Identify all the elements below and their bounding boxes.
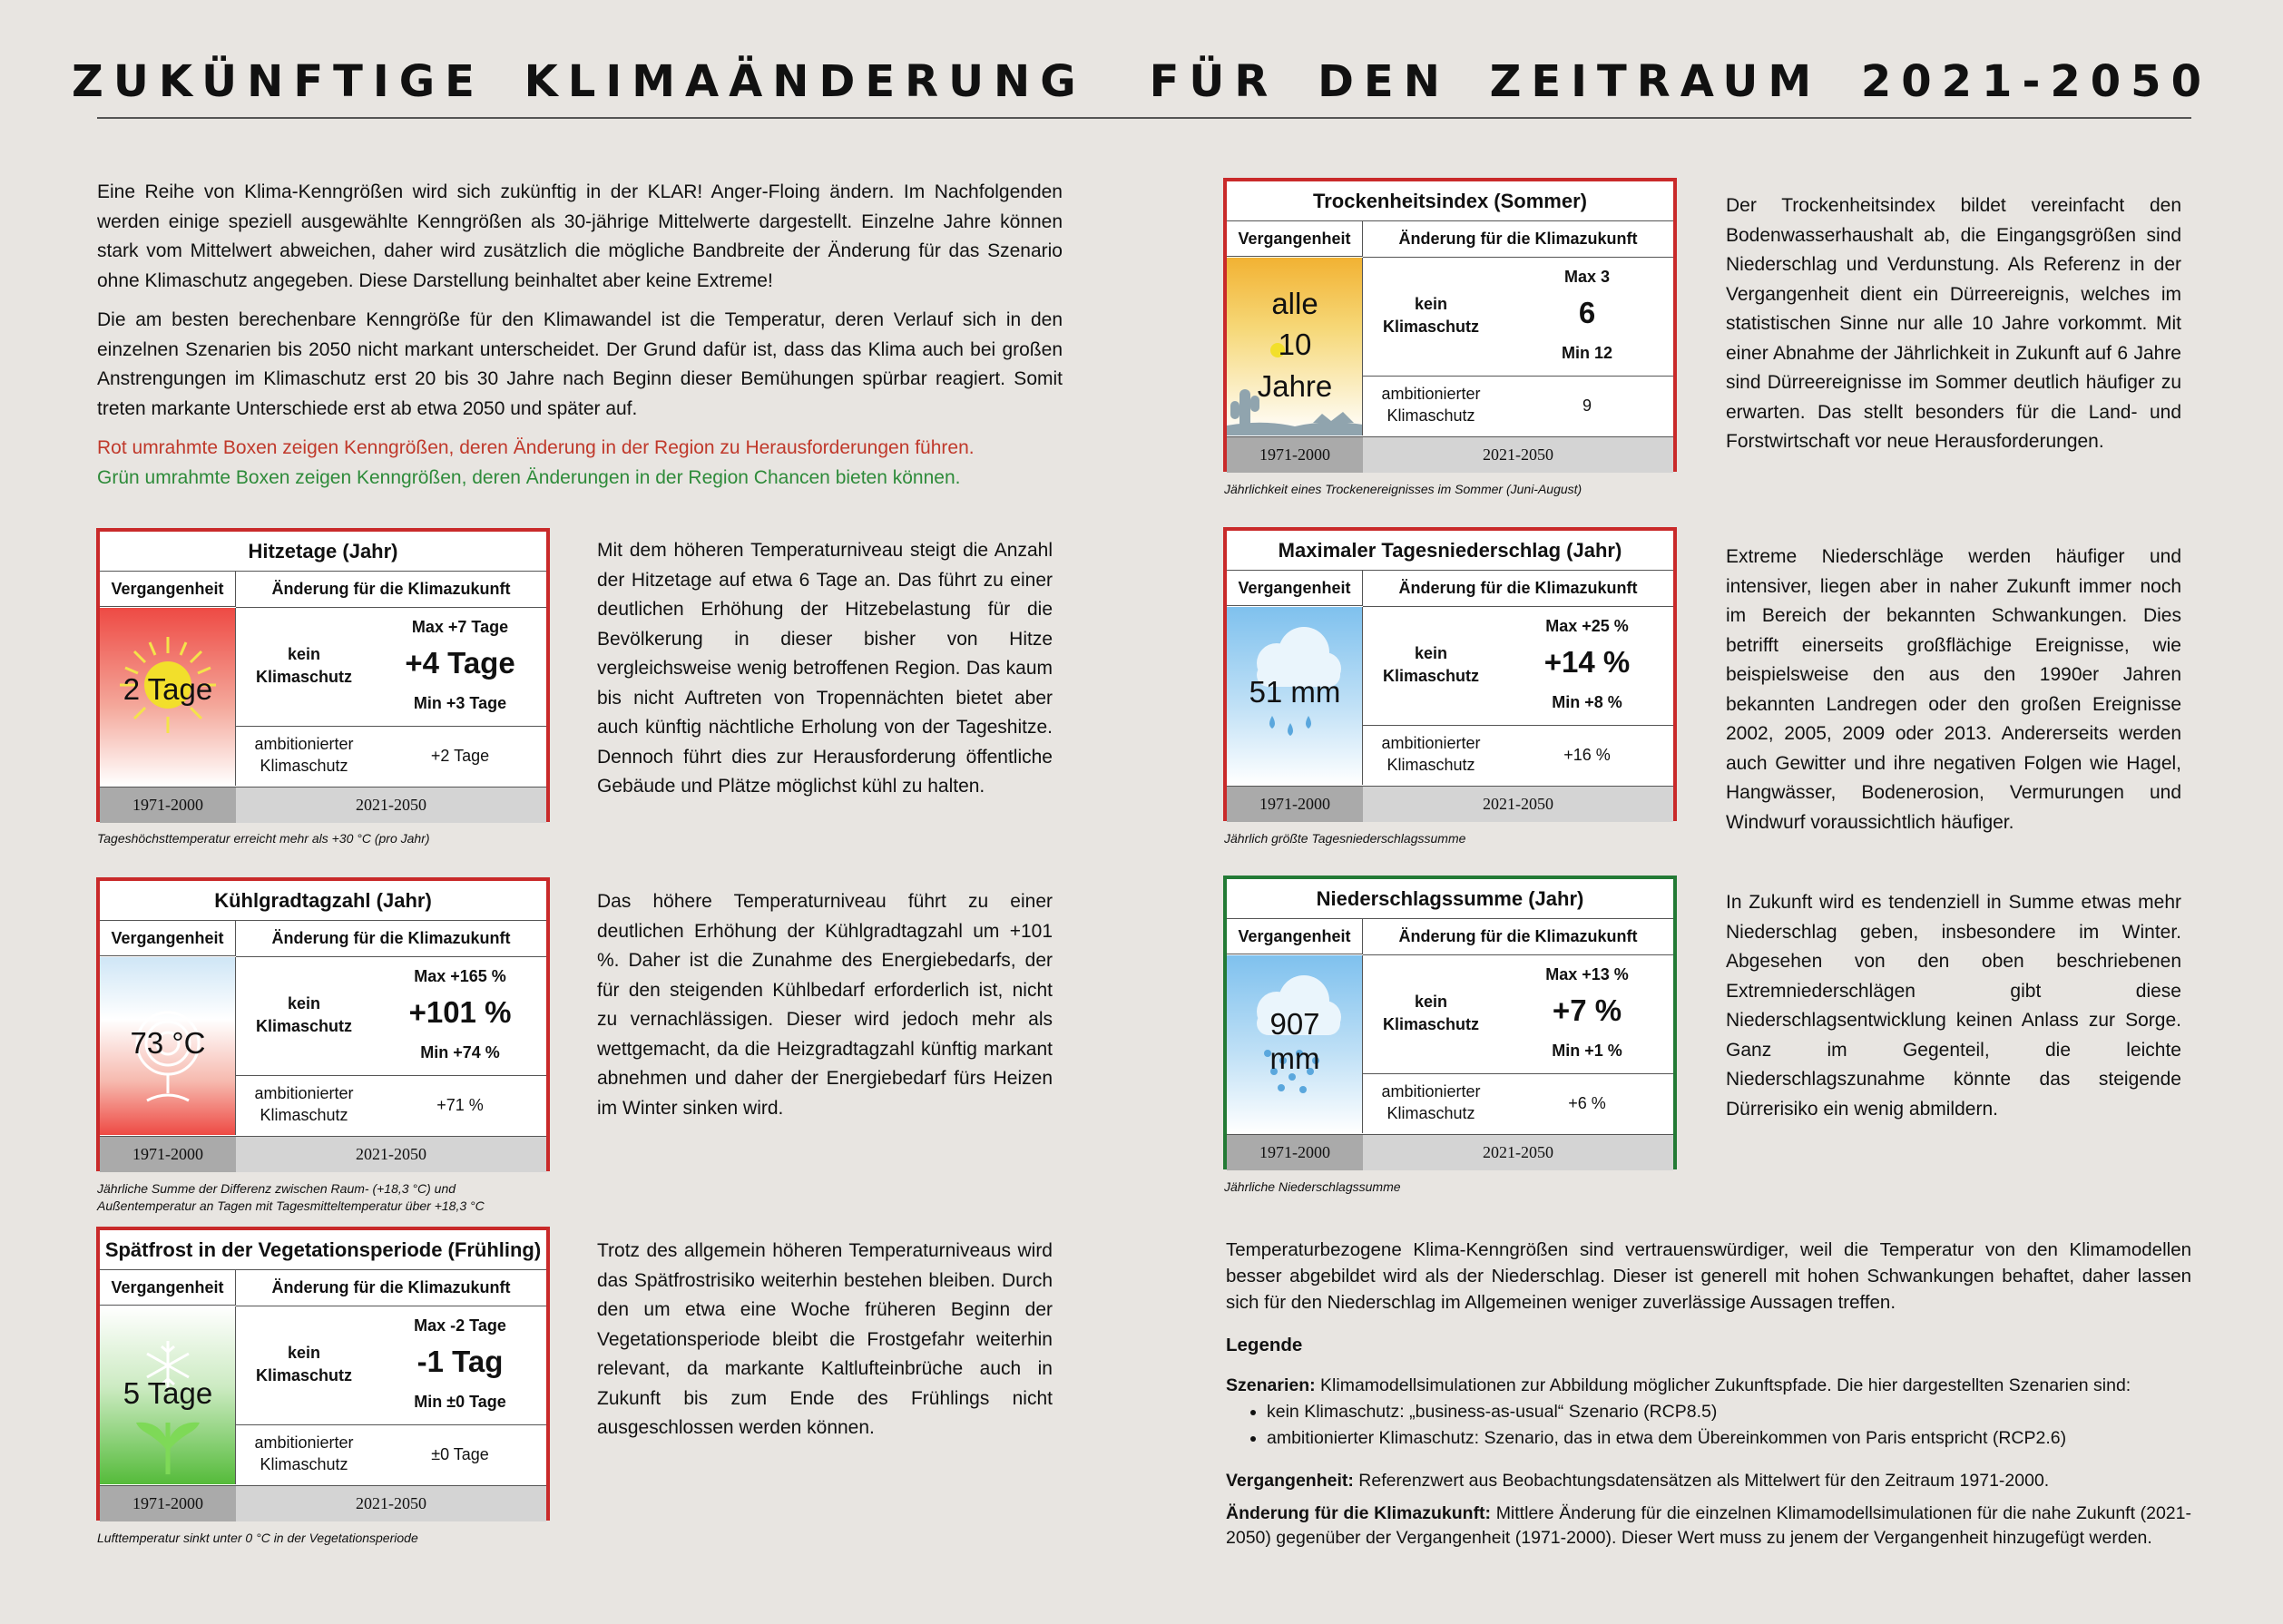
past-cell [100, 608, 236, 786]
legend-scenario-list [1267, 1399, 2191, 1452]
ambitious-row [1363, 1074, 1673, 1133]
legend-aenderung-label: Änderung für die Klimazukunft: [1226, 1503, 1492, 1523]
no-protection-row [1363, 955, 1673, 1074]
max-value: Max -2 Tage [414, 1316, 506, 1335]
ambitious-label: ambitionierter Klimaschutz [1381, 1082, 1481, 1122]
page-title [0, 56, 2283, 107]
past-header: Vergangenheit [1227, 918, 1363, 954]
future-header: Änderung für die Klimazukunft [1363, 220, 1673, 258]
legend-vergangenheit [1226, 1468, 2191, 1494]
no-protection-label: kein Klimaschutz [1382, 644, 1480, 685]
no-protection-label: kein Klimaschutz [255, 994, 353, 1035]
future-header: Änderung für die Klimazukunft [1363, 570, 1673, 607]
caption-trockenheitsindex: Jährlichkeit eines Trockenereignisses im Sommer (Juni-August) [1224, 482, 1582, 496]
intro-paragraph-1: Eine Reihe von Klima-Kenngrößen wird sich zukünftig in der KLAR! Anger-Floing ändern. Im Nachfolgenden werden einige speziell ausgewählte Kenngrößen als 30-jährige Mittelwerte dargestellt. Einzelne Jahre können stark vom Mittelwert abweichen, daher wird zusätzlich die mögliche Bandbreite der Änderung für das Szenario ohne Klimaschutz angegeben. Diese Darstellung beinhaltet aber keine Extreme! [97, 181, 1063, 291]
ambitious-value: ±0 Tage [431, 1445, 489, 1463]
period-row [100, 1485, 546, 1521]
past-header: Vergangenheit [100, 571, 236, 607]
caption-niederschlagssumme: Jährliche Niederschlagssumme [1224, 1179, 1401, 1194]
past-cell [1227, 607, 1363, 785]
min-value: Min +8 % [1552, 693, 1622, 711]
past-value: 51 mm [1249, 675, 1341, 709]
past-cell [100, 957, 236, 1135]
ambitious-row [1363, 377, 1673, 435]
legend-bullet-2: • ambitionierter Klimaschutz: Szenario, das in etwa dem Übereinkommen von Paris entspricht (RCP2.6) [1267, 1425, 2191, 1452]
past-value: 73 °C [130, 1026, 206, 1060]
card-title: Hitzetage (Jahr) [100, 532, 546, 572]
past-header: Vergangenheit [1227, 570, 1363, 606]
period-future: 2021-2050 [356, 1145, 426, 1163]
ambitious-label: ambitionierter Klimaschutz [254, 1433, 354, 1473]
ambitious-value: 9 [1582, 396, 1592, 415]
period-row [1227, 1134, 1673, 1170]
card-title: Maximaler Tagesniederschlag (Jahr) [1227, 531, 1673, 571]
ambitious-row [1363, 726, 1673, 785]
change-value: +7 % [1552, 993, 1622, 1027]
past-value-line-1: 907 [1269, 1007, 1320, 1041]
red-note: Rot umrahmte Boxen zeigen Kenngrößen, deren Änderung in der Region zu Herausforderungen führen. [97, 437, 975, 458]
past-header: Vergangenheit [100, 920, 236, 956]
period-past: 1971-2000 [100, 788, 236, 823]
caption-line-2: Außentemperatur an Tagen mit Tagesmitteltemperatur über +18,3 °C [97, 1198, 485, 1213]
past-header: Vergangenheit [1227, 220, 1363, 257]
ambitious-row [236, 1425, 546, 1484]
past-value-line-3: Jahre [1257, 369, 1333, 403]
legend-szenarien-label: Szenarien: [1226, 1375, 1316, 1395]
period-past: 1971-2000 [100, 1137, 236, 1172]
caption-kuehlgradtagzahl [97, 1180, 485, 1215]
period-row [100, 787, 546, 823]
no-protection-row [1363, 607, 1673, 726]
no-protection-label: kein Klimaschutz [255, 1344, 353, 1384]
ambitious-label: ambitionierter Klimaschutz [254, 1084, 354, 1124]
no-protection-label: kein Klimaschutz [255, 645, 353, 686]
max-value: Max +165 % [414, 967, 506, 985]
caption-hitzetage: Tageshöchsttemperatur erreicht mehr als +30 °C (pro Jahr) [97, 831, 430, 846]
intro-paragraph-2: Die am besten berechenbare Kenngröße für den Klimawandel ist die Temperatur, deren Verlauf sich in den einzelnen Szenarien bis 2050 nicht markant unterscheidet. Der Grund dafür ist, dass das Klima auch bei großen Anstrengungen im Klimaschutz erst 20 bis 30 Jahre nach Beginn dieser Bemühungen spürbar reagiert. Somit treten markante Unterschiede erst ab etwa 2050 und später auf. [97, 309, 1063, 419]
period-past: 1971-2000 [1227, 1135, 1363, 1170]
period-past: 1971-2000 [1227, 787, 1363, 822]
period-row [100, 1136, 546, 1172]
ambitious-value: +16 % [1563, 746, 1611, 764]
min-value: Min +3 Tage [413, 694, 507, 712]
card-kuehlgradtagzahl [96, 877, 550, 1171]
period-past: 1971-2000 [1227, 437, 1363, 473]
card-title: Trockenheitsindex (Sommer) [1227, 181, 1673, 221]
change-value: +14 % [1543, 645, 1631, 679]
min-value: Min +1 % [1552, 1042, 1622, 1060]
no-protection-row [236, 608, 546, 727]
title-rule [97, 117, 2191, 119]
text-trockenheitsindex: Der Trockenheitsindex bildet vereinfacht den Bodenwasserhaushalt ab, die Eingangsgrößen sind Niederschlag und Verdunstung. Als Referenz in der Vergangenheit dient ein Dürreereignis, welches im statistischen Sinne nur alle 10 Jahre vorkommt. Mit einer Abnahme der Jährlichkeit in Zukunft auf 6 Jahre sind Dürreereignisse im Sommer deutlich häufiger zu erwarten. Das stellt besonders für die Land- und Forstwirtschaft vor neue Herausforderungen. [1726, 195, 2181, 452]
caption-line-1: Jährliche Summe der Differenz zwischen Raum- (+18,3 °C) und [97, 1181, 456, 1196]
past-header: Vergangenheit [100, 1269, 236, 1306]
legend-heading: Legende [1226, 1335, 1303, 1355]
intro-text [97, 178, 1063, 493]
text-hitzetage: Mit dem höheren Temperaturniveau steigt die Anzahl der Hitzetage auf etwa 6 Tage an. Das führt zu einer deutlichen Erhöhung der Hitzebelastung für die Bevölkerung in dieser bisher von Hitze vergleichsweise wenig betroffenen Region. Das kaum bis nicht Auftreten von Tropennächten bietet aber auch künftig nächtliche Erholung von der Tageshitze. Dennoch führt dies zur Herausforderung öffentliche Gebäude und Plätze möglichst kühl zu halten. [597, 540, 1053, 797]
past-value: 5 Tage [122, 1376, 213, 1410]
no-protection-label: kein Klimaschutz [1382, 993, 1480, 1033]
past-cell [1227, 955, 1363, 1133]
legend-aenderung [1226, 1502, 2191, 1551]
min-value: Min 12 [1561, 344, 1612, 362]
past-cell [1227, 258, 1363, 435]
past-value: 2 Tage [122, 672, 213, 706]
green-note: Grün umrahmte Boxen zeigen Kenngrößen, deren Änderungen in der Region Chancen bieten können. [97, 466, 961, 488]
ambitious-value: +2 Tage [430, 747, 490, 765]
ambitious-row [236, 1076, 546, 1135]
caption-spaetfrost: Lufttemperatur sinkt unter 0 °C in der Vegetationsperiode [97, 1531, 418, 1545]
text-spaetfrost: Trotz des allgemein höheren Temperaturniveaus wird das Spätfrostrisiko weiterhin bestehen bleiben. Durch den um etwa eine Woche früheren Beginn der Vegetationsperiode bleibt die Frostgefahr weiterhin relevant, da markante Kaltlufteinbrüche auch in Zukunft bis zum Ende des Frühlings nicht ausgeschlossen werden können. [597, 1240, 1053, 1438]
legend-vergangenheit-label: Vergangenheit: [1226, 1471, 1354, 1491]
ambitious-label: ambitionierter Klimaschutz [1381, 385, 1481, 425]
ambitious-label: ambitionierter Klimaschutz [1381, 734, 1481, 774]
caption-max-tagesniederschlag: Jährlich größte Tagesniederschlagssumme [1224, 831, 1466, 846]
max-value: Max +25 % [1545, 617, 1629, 635]
ambitious-value: +71 % [436, 1096, 484, 1114]
past-value-line-2: mm [1269, 1042, 1320, 1075]
past-value-line-1: alle [1271, 287, 1318, 320]
no-protection-label: kein Klimaschutz [1382, 295, 1480, 336]
period-future: 2021-2050 [1483, 1143, 1553, 1161]
title-part-1: ZUKÜNFTIGE KLIMAÄNDERUNG [72, 56, 1086, 107]
change-value: 6 [1578, 296, 1596, 329]
card-title: Kühlgradtagzahl (Jahr) [100, 881, 546, 921]
card-title: Spätfrost in der Vegetationsperiode (Frühling) [100, 1230, 546, 1270]
min-value: Min ±0 Tage [414, 1393, 506, 1411]
future-header: Änderung für die Klimazukunft [236, 1269, 546, 1306]
text-kuehlgradtagzahl: Das höhere Temperaturniveau führt zu einer deutlichen Erhöhung der Kühlgradtagzahl um +101 %. Daher ist die Zunahme des Energiebedarfs, der für den steigenden Kühlbedarf erforderlich ist, nicht zu vernachlässigen. Dieser wird jedoch mehr als wettgemacht, da die Heizgradtagzahl künftig markant abnehmen und daher der Energiebedarf fürs Heizen im Winter sinken wird. [597, 891, 1053, 1119]
legend-szenarien [1226, 1373, 2191, 1399]
change-value: +101 % [408, 995, 512, 1029]
future-header: Änderung für die Klimazukunft [236, 571, 546, 608]
legend-aenderung-text: Mittlere Änderung für die einzelnen Klimamodellsimulationen für die nahe Zukunft (2021-2050) gegenüber der Vergangenheit (1971-2000). Dieser Wert muss zu jenem der Vergangenheit hinzugefügt werden. [1226, 1503, 2191, 1548]
min-value: Min +74 % [420, 1043, 500, 1061]
period-row [1227, 786, 1673, 822]
text-max-tagesniederschlag: Extreme Niederschläge werden häufiger und intensiver, liegen aber in naher Zukunft immer noch im Bereich der bekannten Schwankungen. Dies betrifft einerseits großflächige Ereignisse, wie beispielsweise den aus den 1990er Jahren bekannten Landregen oder den großen Ereignisse 2002, 2005, 2009 oder 2013. Andererseits werden auch Gewitter und ihre negativen Folgen wie Hagel, Hangwässer, Bodenerosion, Vermurungen und Windwurf voraussichtlich häufiger. [1726, 546, 2181, 833]
card-trockenheitsindex [1223, 178, 1677, 472]
period-row [1227, 436, 1673, 473]
title-part-2: FÜR DEN ZEITRAUM 2021-2050 [1149, 56, 2211, 107]
future-header: Änderung für die Klimazukunft [1363, 918, 1673, 955]
period-future: 2021-2050 [356, 1494, 426, 1512]
past-value-line-2: 10 [1278, 328, 1312, 361]
legend-section [1226, 1237, 2191, 1551]
future-header: Änderung für die Klimazukunft [236, 920, 546, 957]
legend-szenarien-text: Klimamodellsimulationen zur Abbildung möglicher Zukunftspfade. Die hier dargestellten Szenarien sind: [1320, 1375, 2131, 1395]
legend-intro: Temperaturbezogene Klima-Kenngrößen sind vertrauenswürdiger, weil die Temperatur von den Klimamodellen besser abgebildet wird als der Niederschlag. Dieser ist generell mit hohen Schwankungen behaftet, daher lassen sich für den Niederschlag im Allgemeinen weniger zuverlässige Aussagen treffen. [1226, 1239, 2191, 1313]
no-protection-row [236, 1306, 546, 1425]
no-protection-row [1363, 258, 1673, 377]
legend-bullet-1: • kein Klimaschutz: „business-as-usual“ Szenario (RCP8.5) [1267, 1399, 2191, 1425]
max-value: Max 3 [1563, 268, 1611, 286]
card-max-tagesniederschlag [1223, 527, 1677, 821]
max-value: Max +13 % [1545, 965, 1629, 983]
text-niederschlagssumme: In Zukunft wird es tendenziell in Summe etwas mehr Niederschlag geben, insbesondere im Winter. Abgesehen von den oben beschriebenen Extremniederschlägen gibt diese Niederschlagsentwicklung keinen Anlass zur Sorge. Ganz im Gegenteil, die leichte Niederschlagszunahme könnte das steigende Dürrerisiko ein wenig abmildern. [1726, 892, 2181, 1120]
ambitious-row [236, 727, 546, 786]
card-spaetfrost [96, 1227, 550, 1521]
period-future: 2021-2050 [1483, 445, 1553, 464]
card-niederschlagssumme [1223, 876, 1677, 1169]
period-future: 2021-2050 [356, 796, 426, 814]
ambitious-value: +6 % [1568, 1094, 1606, 1112]
ambitious-label: ambitionierter Klimaschutz [254, 735, 354, 775]
period-past: 1971-2000 [100, 1486, 236, 1521]
card-hitzetage [96, 528, 550, 822]
max-value: Max +7 Tage [411, 618, 509, 636]
change-value: +4 Tage [405, 646, 515, 680]
change-value: -1 Tag [416, 1345, 504, 1378]
period-future: 2021-2050 [1483, 795, 1553, 813]
card-title: Niederschlagssumme (Jahr) [1227, 879, 1673, 919]
no-protection-row [236, 957, 546, 1076]
legend-vergangenheit-text: Referenzwert aus Beobachtungsdatensätzen als Mittelwert für den Zeitraum 1971-2000. [1358, 1471, 2050, 1491]
past-cell [100, 1306, 236, 1484]
